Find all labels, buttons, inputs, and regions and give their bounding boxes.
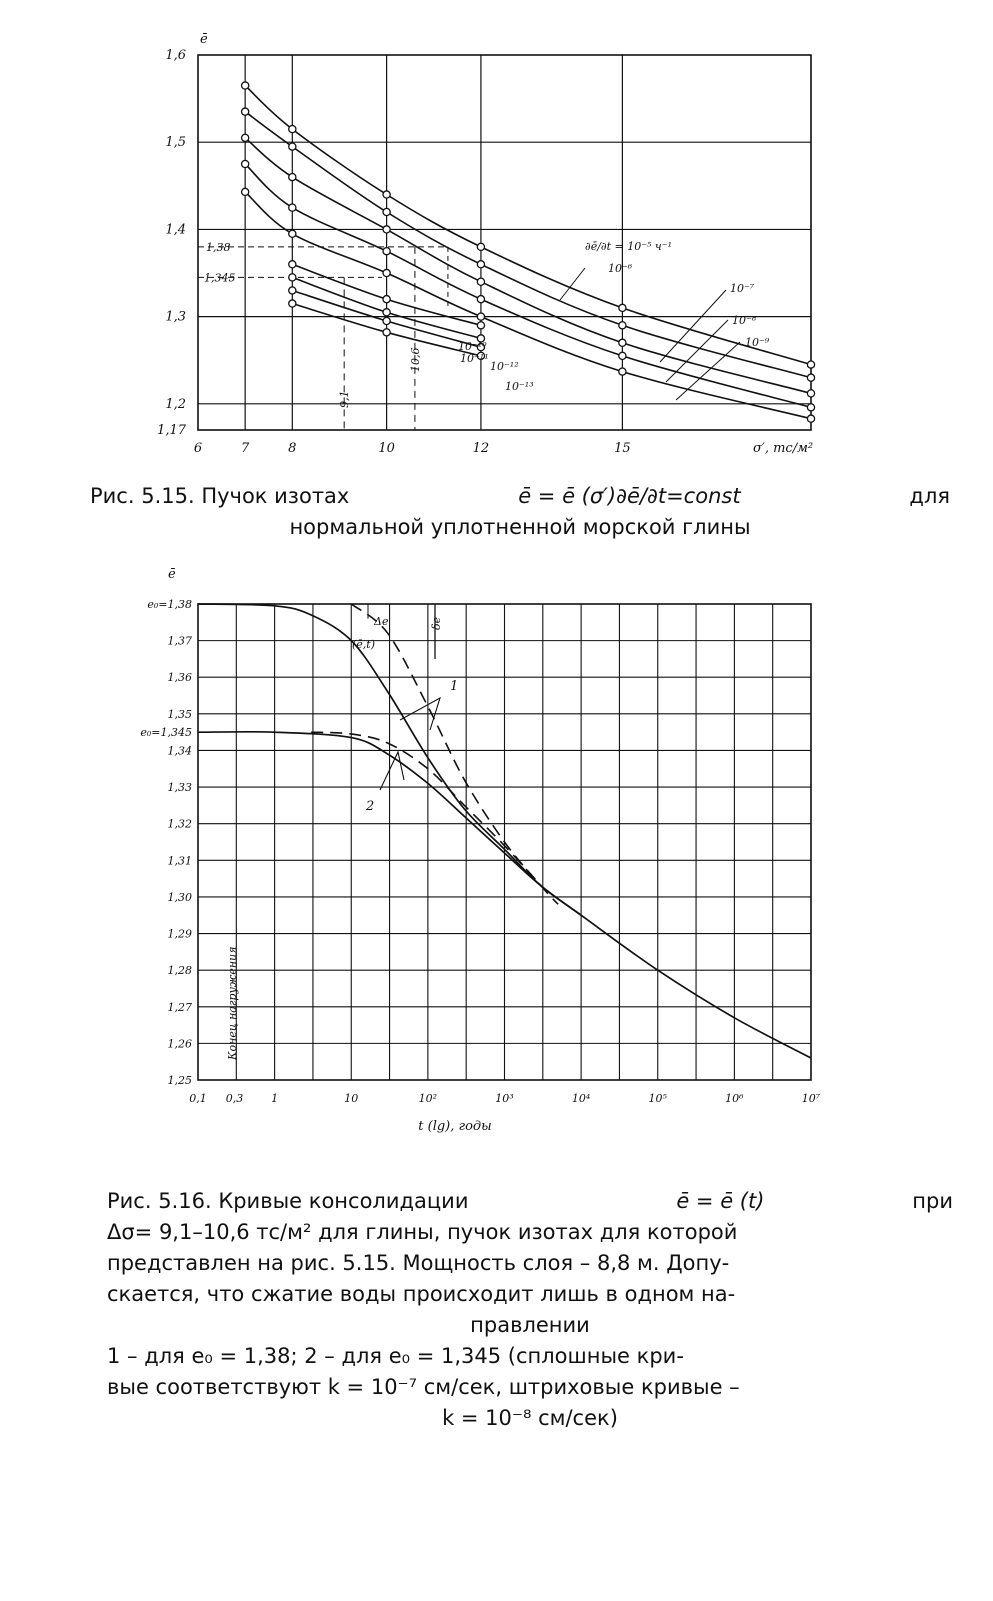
y-tick-label: 1,30 — [167, 890, 192, 904]
y-tick-label: 1,6 — [165, 48, 186, 63]
y-tick-label: 1,25 — [167, 1074, 192, 1087]
figure-5-15-caption-formula: ē = ē (σ′)∂ē/∂t=const — [518, 484, 741, 508]
end-of-loading-label: Конец нагружения — [226, 946, 239, 1060]
curve-1-label: 1 — [450, 679, 459, 694]
e0-label-1: e₀=1,38 — [147, 598, 192, 611]
y-tick-label: 1,5 — [165, 135, 186, 151]
y-tick-label: 1,33 — [167, 781, 192, 795]
figure-5-16-caption-suffix: при — [912, 1189, 953, 1213]
y-tick-label: 1,27 — [167, 1000, 192, 1014]
curve-label: 10⁻¹⁰ — [458, 340, 487, 353]
marked-value-9-1: 9,1 — [338, 390, 352, 408]
y-tick-label: 1,3 — [165, 309, 186, 325]
y-tick-label: 1,17 — [157, 423, 186, 438]
x-tick-label: 10 — [378, 441, 395, 456]
figure-5-16-caption — [107, 1186, 953, 1434]
curve-label: 10⁻⁶ — [608, 262, 633, 275]
y-tick-label: 1,36 — [167, 671, 192, 685]
derivative-label: ∂ē/∂t = 10⁻⁵ ч⁻¹ — [585, 240, 672, 253]
y-tick-label: 1,28 — [167, 964, 192, 978]
y-tick-label: 1,4 — [165, 222, 186, 238]
figure-5-16-caption-formula: ē = ē (t) — [676, 1189, 765, 1213]
figure-5-16-caption-line3: представлен на рис. 5.15. Мощность слоя – 8,8 м. Допу- — [107, 1251, 730, 1275]
point-label: (ē,t) — [352, 638, 376, 651]
x-axis-unit: σ′, тс/м² — [753, 441, 814, 456]
x-tick-label: 8 — [288, 441, 297, 456]
delta-e-label: Δe — [374, 615, 389, 628]
curve-label: 10⁻⁷ — [730, 282, 755, 295]
x-tick-label: 0,1 — [189, 1092, 207, 1105]
x-tick-label: 15 — [614, 441, 631, 456]
x-tick-label: 6 — [193, 441, 203, 456]
curve-label: 10⁻¹¹ — [460, 352, 489, 365]
y-tick-label: 1,29 — [167, 927, 192, 941]
x-axis-label: t (lg), годы — [418, 1119, 492, 1134]
figure-5-16-caption-line2: Δσ= 9,1–10,6 тс/м² для глины, пучок изотах для которой — [107, 1220, 738, 1244]
curve-label: 10⁻⁸ — [732, 314, 757, 327]
y-tick-label: 1,31 — [167, 854, 192, 868]
figure-5-15-caption — [90, 481, 950, 543]
x-tick-label: 10⁷ — [801, 1092, 821, 1105]
y-tick-label: 1,32 — [167, 817, 192, 831]
x-tick-label: 10² — [418, 1092, 438, 1105]
y-axis-symbol: ē — [168, 567, 176, 582]
y-axis-symbol: ē — [200, 32, 208, 47]
figure-5-15-caption-prefix: Рис. 5.15. Пучок изотах — [90, 484, 350, 508]
figure-5-16-caption-line5: правлении — [470, 1313, 590, 1337]
x-tick-label: 0,3 — [225, 1092, 244, 1105]
marked-value-1-345: 1,345 — [204, 271, 236, 285]
y-tick-label: 1,2 — [165, 396, 186, 412]
y-tick-label: 1,35 — [167, 707, 192, 721]
x-tick-label: 10⁴ — [571, 1092, 591, 1105]
figure-5-15-caption-suffix: для — [909, 484, 950, 508]
x-tick-label: 7 — [241, 441, 250, 456]
figure-5-15-caption-line2: нормальной уплотненной морской глины — [289, 515, 751, 539]
curve-label: 10⁻¹² — [490, 360, 519, 373]
x-tick-label: 12 — [472, 441, 490, 456]
x-tick-label: 10 — [344, 1092, 359, 1105]
marked-value-1-38: 1,38 — [206, 240, 231, 254]
x-tick-label: 10⁵ — [648, 1092, 667, 1105]
curve-label: 10⁻⁹ — [745, 336, 770, 349]
figure-5-16-caption-line8: k = 10⁻⁸ см/сек) — [442, 1406, 618, 1430]
x-tick-label: 10³ — [495, 1092, 514, 1105]
x-tick-label: 1 — [271, 1092, 279, 1105]
curve-2-label: 2 — [366, 799, 375, 814]
x-tick-label: 10⁶ — [725, 1092, 744, 1105]
figure-5-16-caption-line4: скается, что сжатие воды происходит лишь в одном на- — [107, 1282, 736, 1306]
figure-5-16-caption-line6: 1 – для e₀ = 1,38; 2 – для e₀ = 1,345 (сплошные кри- — [107, 1344, 684, 1368]
marked-value-10-6: 10,6 — [408, 347, 422, 372]
y-tick-label: 1,26 — [167, 1037, 192, 1051]
curve-label: 10⁻¹³ — [505, 380, 534, 393]
figure-5-16-caption-prefix: Рис. 5.16. Кривые консолидации — [107, 1189, 469, 1213]
consolidation-curve-dashed — [351, 604, 558, 904]
y-tick-label: 1,34 — [167, 744, 192, 758]
e0-label-2: e₀=1,345 — [140, 726, 192, 740]
figure-5-16-caption-line7: вые соответствуют k = 10⁻⁷ см/сек, штриховые кривые – — [107, 1375, 740, 1399]
y-tick-label: 1,37 — [167, 634, 192, 648]
delta-e-bar-label: δe — [430, 616, 443, 630]
